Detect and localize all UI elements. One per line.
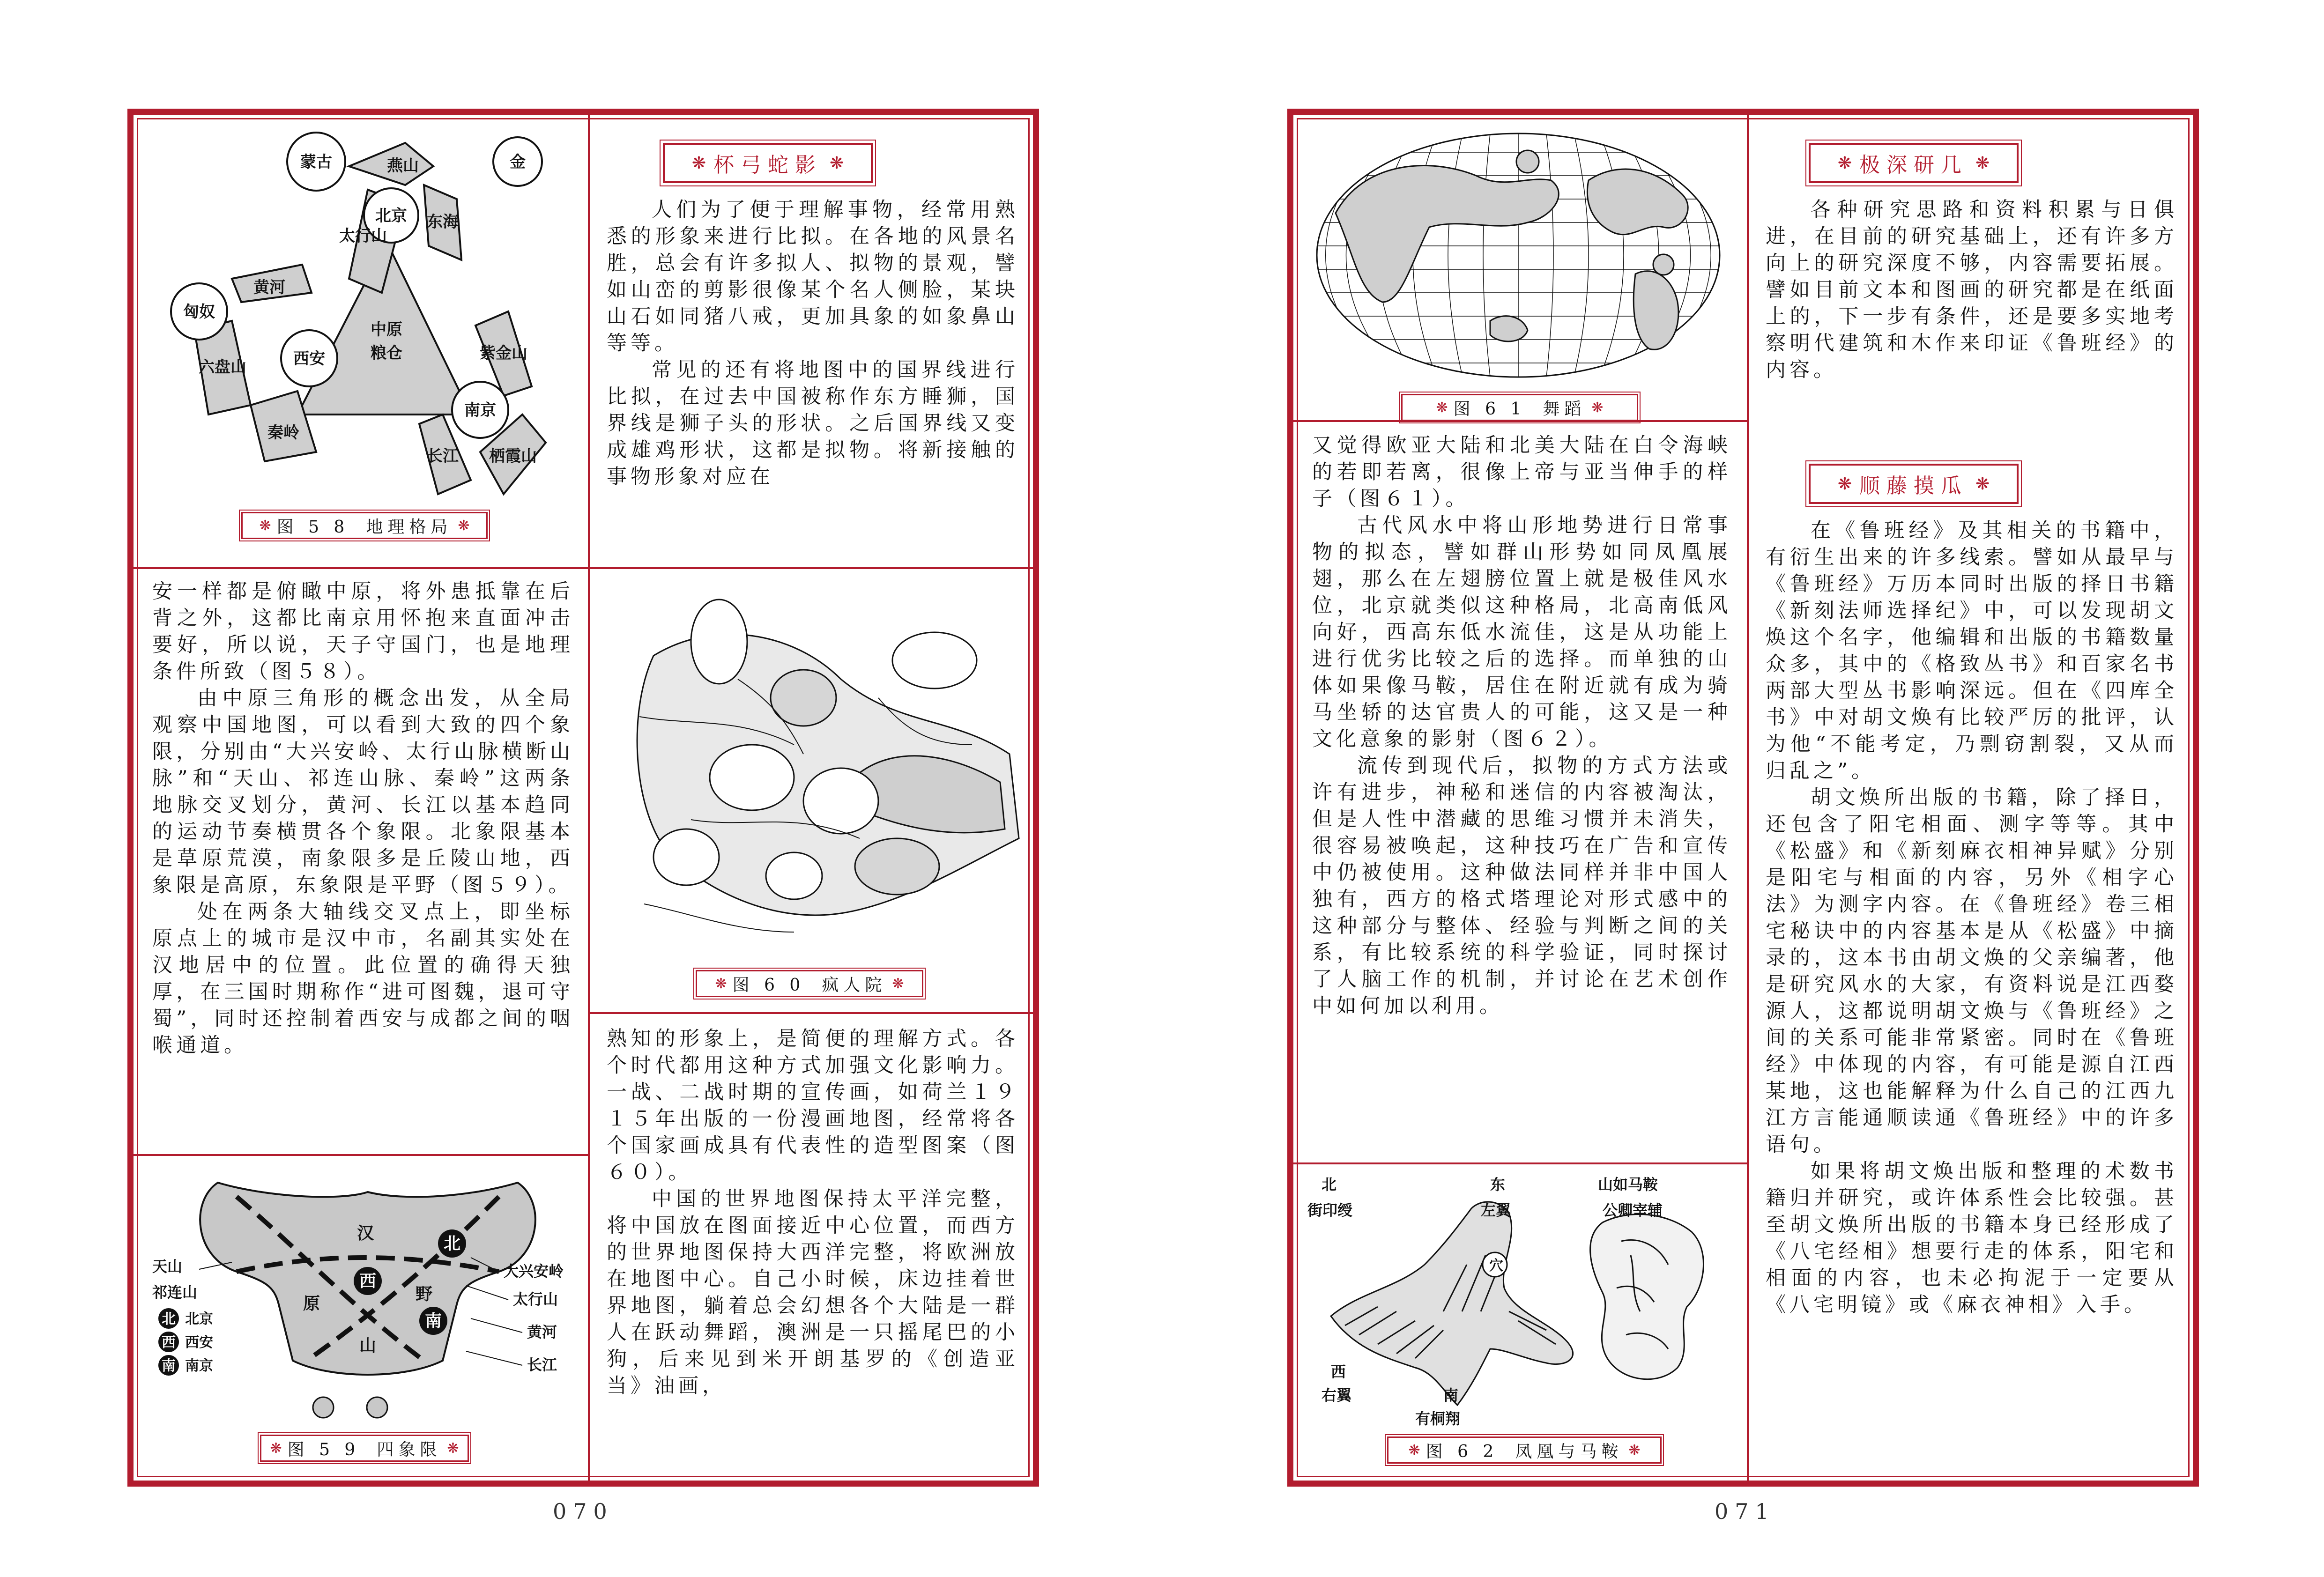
label-daxinganling: 大兴安岭 (504, 1262, 564, 1280)
label-shanrumaan: 山如马鞍 (1598, 1176, 1658, 1193)
section-title: ❋ 顺藤摸瓜 ❋ (1809, 464, 2019, 504)
label-shan: 山 (359, 1336, 377, 1355)
figure-62-caption: ❋ 图 6 2 凤凰与马鞍 ❋ (1387, 1436, 1662, 1464)
paragraph: 古代风水中将山形地势进行日常事物的拟态，譬如群山形势如同凤凰展翅，那么在左翅膀位置上就是极佳风水位，北京就类似这种格局，北高南低风向好，西高东低水流佳，这是从功能上进行优劣比较之后的选择。而单独的山体如果像马鞍，居住在附近就有成为骑马坐轿的达官贵人的可能，这又是一种文化意象的影射（图６２）。 (1312, 514, 1731, 751)
mark-bei: 北 (443, 1234, 461, 1253)
label-xi: 西 (1331, 1363, 1346, 1381)
page-number-left: 070 (553, 1499, 614, 1524)
row-divider (134, 567, 588, 569)
label-dong: 东 (1490, 1176, 1506, 1193)
column-divider (1747, 115, 1749, 1481)
label-jieyinshou: 街印绶 (1307, 1201, 1353, 1219)
label-mongolia: 蒙古 (300, 153, 332, 171)
figure-60-caricature-map (597, 576, 1024, 960)
left-page (127, 109, 1039, 1487)
caption-number: 图 6 0 (732, 975, 805, 995)
legend-mark: 南 (162, 1358, 176, 1374)
label-qilianshan: 祁连山 (152, 1283, 198, 1301)
section-title-text: 杯弓蛇影 (713, 153, 822, 177)
legend-name: 南京 (185, 1358, 213, 1374)
label-changjiang: 长江 (427, 447, 459, 466)
paragraph: 中国的世界地图保持太平洋完整，将中国放在图面接近中心位置，而西方的世界地图保持大西洋完整，将欧洲放在地图中心。自己小时候，床边挂着世界地图，躺着总会幻想各个大陆是一群人在跃动舞蹈，澳洲是一只摇尾巴的小狗，后来见到米开朗基罗的《创造亚当》油画， (607, 1187, 1019, 1398)
figure-62-phoenix-and-saddle (1303, 1171, 1738, 1433)
caption-number: 图 5 8 (276, 517, 349, 537)
section-title: ❋ 杯弓蛇影 ❋ (663, 143, 873, 183)
text-block-right-bottom (607, 1026, 1019, 1399)
paragraph: 由中原三角形的概念出发，从全局观察中国地图，可以看到大致的四个象限，分别由“大兴安岭、太行山脉横断山脉”和“天山、祁连山脉、秦岭”这两条地脉交叉划分，黄河、长江以基本趋同的运动节奏横贯各个象限。北象限基本是草原荒漠，南象限多是丘陵山地，西象限是高原，东象限是平野（图５９）。 (152, 687, 574, 897)
label-donghai: 东海 (427, 213, 459, 231)
caption-number: 图 6 2 (1426, 1442, 1499, 1461)
label-yuan: 原 (303, 1294, 320, 1313)
legend-mark: 西 (162, 1334, 176, 1351)
mark-nan: 南 (424, 1311, 442, 1331)
caption-title: 凤凰与马鞍 (1515, 1442, 1623, 1461)
legend-mark: 北 (162, 1311, 176, 1327)
label-tianshan: 天山 (152, 1258, 183, 1275)
right-page (1287, 109, 2199, 1487)
paragraph: 如果将胡文焕出版和整理的术数书籍归并研究，或许体系性会比较强。甚至胡文焕所出版的书籍本身已经形成了《八宅经相》想要行走的体系，阳宅和相面的内容，也未必拘泥于一定要从《八宅明镜》或《麻衣神相》入手。 (1766, 1160, 2178, 1317)
label-liangcang: 粮仓 (371, 344, 402, 363)
label-taihangshan: 太行山 (513, 1290, 558, 1308)
text-block-right-top (607, 197, 1019, 490)
text-block-right-bottom (1766, 518, 2178, 1318)
paragraph: 在《鲁班经》及其相关的书籍中，有衍生出来的许多线索。譬如从最早与《鲁班经》万历本同时出版的择日书籍《新刻法师选择纪》中，可以发现胡文焕这个名字，他编辑和出版的书籍数量众多，其中的《格致丛书》和百家名书两部大型丛书影响深远。但在《四库全书》中对胡文焕有比较严厉的批评，认为他“不能考定，乃剽窃割裂，又从而归乱之”。 (1766, 519, 2178, 783)
label-zijinshan: 紫金山 (480, 344, 527, 363)
label-nanjing: 南京 (464, 401, 496, 420)
figure-59-four-quadrants (143, 1164, 579, 1445)
page-number-right: 071 (1715, 1499, 1775, 1524)
label-yanshan: 燕山 (387, 156, 419, 175)
figure-61-world-map (1307, 124, 1729, 386)
label-zhongyuan: 中原 (371, 320, 402, 339)
mark-xi: 西 (359, 1272, 377, 1291)
label-huanghe: 黄河 (253, 278, 285, 297)
label-liupanshan: 六盘山 (199, 358, 246, 377)
column-divider (588, 115, 590, 1481)
caption-number: 图 6 1 (1453, 399, 1526, 419)
label-qinling: 秦岭 (267, 423, 299, 442)
label-zuoyi: 左翼 (1481, 1201, 1511, 1219)
label-changjiang: 长江 (527, 1356, 557, 1374)
label-huanghe: 黄河 (527, 1323, 557, 1341)
label-nan: 南 (1443, 1386, 1459, 1404)
legend-name: 西安 (185, 1334, 213, 1351)
figure-58-caption: ❋ 图 5 8 地理格局 ❋ (241, 512, 488, 539)
paragraph: 处在两条大轴线交叉点上，即坐标原点上的城市是汉中市，名副其实处在汉地居中的位置。此位置的确得天独厚，在三国时期称作“进可图魏，退可守蜀”，同时还控制着西安与成都之间的咽喉通道。 (152, 900, 574, 1057)
caption-title: 四象限 (377, 1440, 442, 1459)
figure-60-caption: ❋ 图 6 0 疯人院 ❋ (696, 970, 923, 997)
paragraph: 胡文焕所出版的书籍，除了择日，还包含了阳宅相面、测字等等。其中《松盛》和《新刻麻衣相神异赋》分别是阳宅与相面的内容，另外《相字心法》为测字内容。在《鲁班经》卷三相宅秘诀中的内容基本是从《松盛》中摘录的，这本书由胡文焕的父亲编著，他是研究风水的大家，有资料说是江西婺源人，这都说明胡文焕与《鲁班经》之间的关系可能非常紧密。同时在《鲁班经》中体现的内容，有可能是源自江西某地，这也能解释为什么自己的江西九江方言能通顺读通《鲁班经》中的许多语句。 (1766, 786, 2178, 1156)
label-xian: 西安 (293, 349, 325, 368)
figure-58-geography-diagram (143, 124, 579, 546)
section-title-text: 极深研几 (1859, 153, 1968, 177)
figure-59-caption: ❋ 图 5 9 四象限 ❋ (260, 1435, 469, 1462)
label-xue: 穴 (1489, 1258, 1503, 1274)
paragraph: 又觉得欧亚大陆和北美大陆在白令海峡的若即若离，很像上帝与亚当伸手的样子（图６１）。 (1312, 434, 1731, 511)
text-block-left-mid (152, 578, 574, 1059)
paragraph: 人们为了便于理解事物，经常用熟悉的形象来进行比拟。在各地的风景名胜，总会有许多拟人、拟物的景观，譬如山峦的剪影很像某个名人侧脸，某块山石如同猪八戒，更加具象的如象鼻山等等。 (607, 198, 1019, 355)
label-jin: 金 (510, 153, 526, 171)
label-gongqingzaifu: 公卿宰辅 (1603, 1201, 1663, 1219)
label-bei: 北 (1322, 1176, 1337, 1193)
paragraph: 各种研究思路和资料积累与日俱进，在目前的研究基础上，还有许多方向上的研究深度不够，内容需要拓展。譬如目前文本和图画的研究都是在纸面上的，下一步有条件，还是要多实地考察明代建筑和木作来印证《鲁班经》的内容。 (1766, 198, 2178, 382)
label-ye: 野 (415, 1285, 433, 1304)
paragraph: 常见的还有将地图中的国界线进行比拟，在过去中国被称作东方睡狮，国界线是狮子头的形状。之后国界线又变成雄鸡形状，这都是拟物。将新接触的事物形象对应在 (607, 358, 1019, 489)
label-xiongnu: 匈奴 (183, 303, 215, 321)
section-title-text: 顺藤摸瓜 (1859, 474, 1968, 498)
figure-61-caption: ❋ 图 6 1 舞蹈 ❋ (1401, 394, 1638, 421)
label-beijing: 北京 (375, 207, 407, 225)
row-divider (588, 1012, 1033, 1014)
caption-number: 图 5 9 (287, 1440, 360, 1459)
row-divider (1293, 1162, 1747, 1164)
section-title: ❋ 极深研几 ❋ (1809, 143, 2019, 183)
paragraph: 流传到现代后，拟物的方式方法或许有进步，神秘和迷信的内容被淘汰，但是人性中潜藏的思维习惯并未消失，很容易被唤起，这种技巧在广告和宣传中仍被使用。这种做法同样并非中国人独有，西方的格式塔理论对形式感中的这种部分与整体、经验与判断之间的关系，有比较系统的科学验证，同时探讨了人脑工作的机制，并讨论在艺术创作中如何加以利用。 (1312, 754, 1731, 1018)
label-han: 汉 (356, 1224, 374, 1243)
paragraph: 安一样都是俯瞰中原，将外患抵靠在后背之外，这都比南京用怀抱来直面冲击要好，所以说，天子守国门，也是地理条件所致（图５８）。 (152, 580, 574, 683)
paragraph: 熟知的形象上，是简便的理解方式。各个时代都用这种方式加强文化影响力。一战、二战时期的宣传画，如荷兰１９１５年出版的一份漫画地图，经常将各个国家画成具有代表性的造型图案（图６０）。 (607, 1027, 1019, 1184)
caption-title: 舞蹈 (1543, 399, 1586, 419)
label-taihangshan: 太行山 (339, 227, 387, 245)
caption-title: 地理格局 (366, 517, 453, 537)
row-divider (134, 1154, 588, 1156)
label-qixiashan: 栖霞山 (489, 447, 537, 466)
caption-title: 疯人院 (822, 975, 887, 995)
label-youyi: 右翼 (1322, 1386, 1352, 1404)
row-divider (588, 567, 1033, 569)
label-youchuanshuo: 有桐翔 (1415, 1410, 1461, 1428)
text-block-left (1312, 432, 1731, 1020)
text-block-right-top (1766, 197, 2178, 384)
legend-name: 北京 (185, 1311, 213, 1327)
